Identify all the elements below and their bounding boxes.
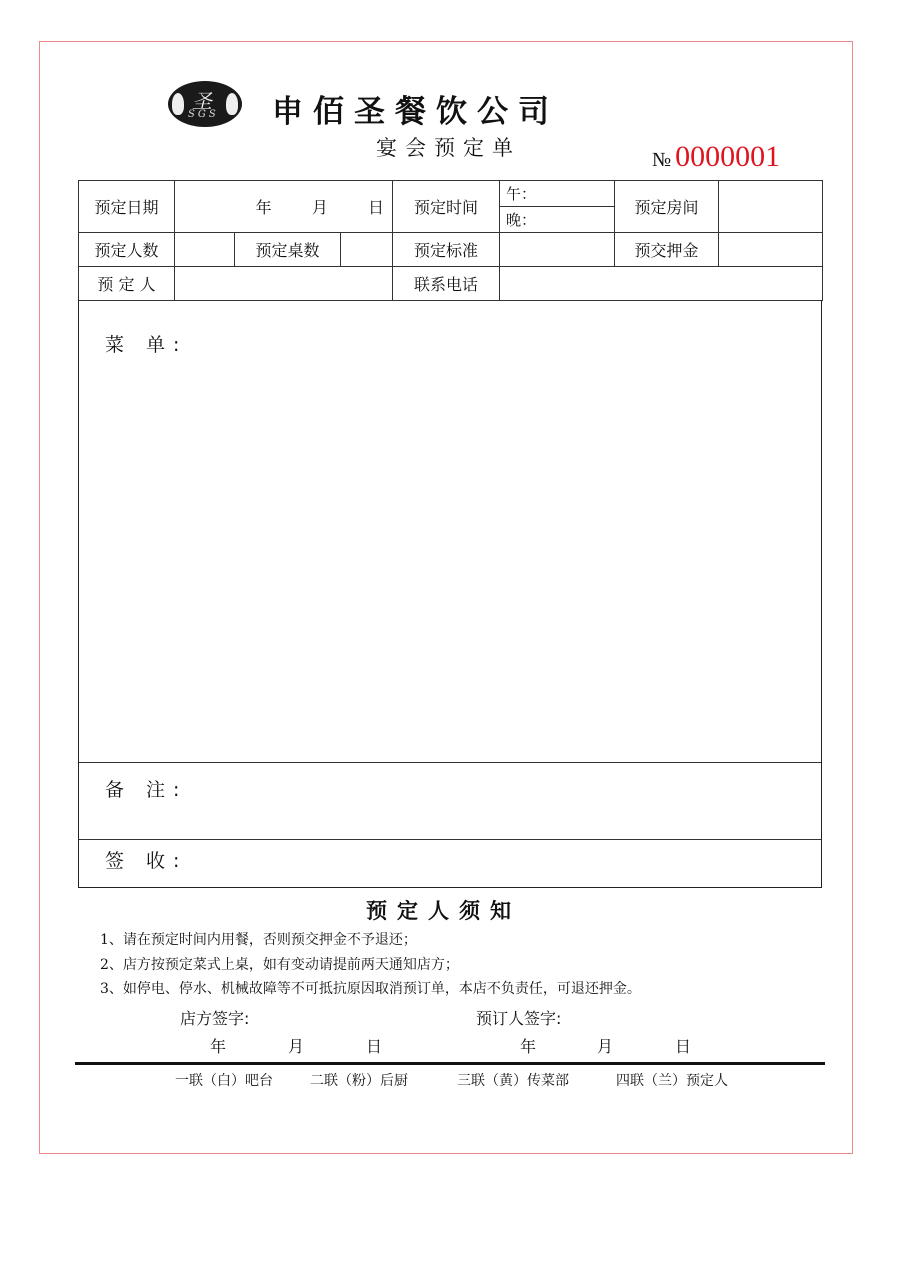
remarks-label: 备 注:	[105, 779, 188, 801]
serial-prefix: №	[652, 149, 672, 171]
deposit-field[interactable]	[719, 233, 823, 267]
date-month: 月	[311, 198, 328, 217]
tables-label: 预定桌数	[235, 233, 341, 267]
shop-signature-label: 店方签字:	[180, 1009, 250, 1028]
receipt-label: 签 收:	[105, 850, 188, 872]
guests-label: 预定人数	[79, 233, 175, 267]
standard-field[interactable]	[500, 233, 615, 267]
booker-label: 预 定 人	[79, 267, 175, 301]
notice-item: 1、请在预定时间内用餐，否则预交押金不予退还；	[100, 932, 417, 948]
copy-label: 四联（兰）预定人	[616, 1073, 728, 1089]
deposit-label: 预交押金	[615, 233, 719, 267]
time-noon-field[interactable]: 午：	[500, 181, 615, 207]
date-label: 预定日期	[79, 181, 175, 233]
menu-section[interactable]	[78, 300, 822, 888]
customer-date-day: 日	[675, 1037, 692, 1056]
footer-divider	[75, 1062, 825, 1065]
date-year: 年	[255, 198, 272, 217]
guests-field[interactable]	[175, 233, 235, 267]
company-name: 申佰圣餐饮公司	[272, 94, 559, 130]
date-day: 日	[368, 198, 385, 217]
standard-label: 预定标准	[393, 233, 500, 267]
logo-bird-left-icon	[172, 93, 184, 115]
date-field[interactable]	[175, 181, 393, 233]
logo-glyph: 圣	[192, 89, 212, 113]
menu-label: 菜 单:	[105, 334, 188, 356]
customer-date-year: 年	[520, 1037, 537, 1056]
notice-item: 3、如停电、停水、机械故障等不可抵抗原因取消预订单，本店不负责任，可退还押金。	[100, 981, 641, 997]
booker-field[interactable]	[175, 267, 393, 301]
time-evening-field[interactable]: 晚：	[500, 207, 615, 233]
customer-date-month: 月	[597, 1037, 614, 1056]
room-field[interactable]	[719, 181, 823, 233]
notice-item: 2、店方按预定菜式上桌，如有变动请提前两天通知店方；	[100, 957, 459, 973]
serial-value: 0000001	[675, 140, 781, 173]
time-label: 预定时间	[393, 181, 500, 233]
copy-label: 一联（白）吧台	[175, 1073, 273, 1089]
booking-form-table	[78, 180, 823, 301]
serial-number	[652, 140, 780, 174]
phone-label: 联系电话	[393, 267, 500, 301]
remarks-section[interactable]	[79, 762, 821, 840]
copy-label: 二联（粉）后厨	[310, 1073, 408, 1089]
notice-title: 预定人须知	[366, 899, 521, 923]
tables-field[interactable]	[341, 233, 393, 267]
shop-date-month: 月	[288, 1037, 305, 1056]
room-label: 预定房间	[615, 181, 719, 233]
logo-initials: SGS	[188, 109, 219, 120]
copy-label: 三联（黄）传菜部	[457, 1073, 569, 1089]
company-logo	[168, 81, 242, 127]
shop-date-year: 年	[210, 1037, 227, 1056]
phone-field[interactable]	[500, 267, 823, 301]
customer-signature-label: 预订人签字:	[476, 1009, 562, 1028]
logo-bird-right-icon	[226, 93, 238, 115]
form-title: 宴会预定单	[376, 136, 521, 160]
shop-date-day: 日	[366, 1037, 383, 1056]
